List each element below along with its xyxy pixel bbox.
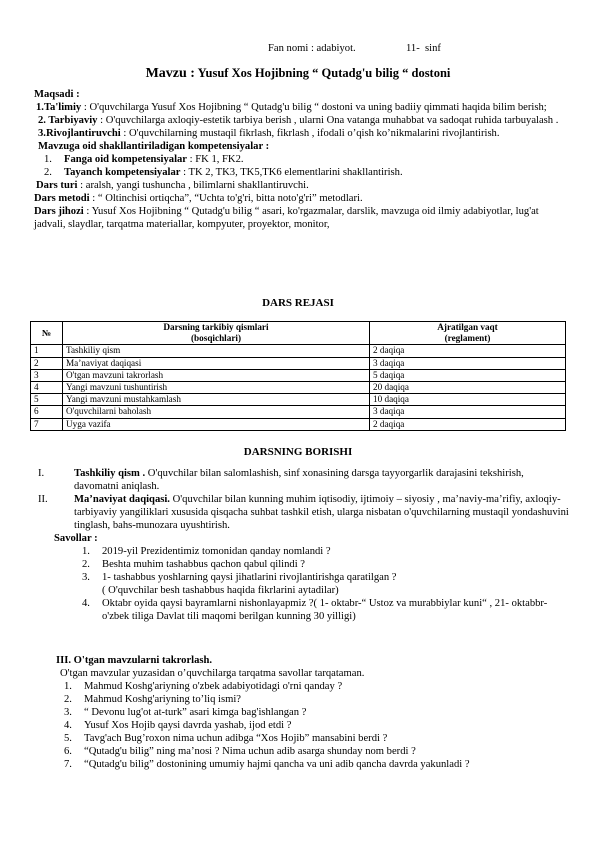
tarbiyaviy-label: 2. Tarbiyaviy: [38, 115, 98, 126]
komp1-text: : FK 1, FK2.: [187, 154, 244, 165]
list-item: 2. Beshta muhim tashabbus qachon qabul qilindi ?: [82, 559, 306, 570]
header-time-sub: (reglament): [444, 333, 491, 344]
table-row: [31, 369, 566, 381]
row-part: Uyga vazifa: [63, 418, 370, 430]
row-num: 2: [31, 357, 63, 369]
grade-label: 11- sinf: [406, 43, 441, 54]
savollar-list: [56, 545, 571, 623]
section-1-para: [38, 467, 571, 493]
rejasi-title: DARS REJASI: [262, 297, 334, 309]
takror-text: “Qutadg'u bilig” ning ma’nosi ? Nima uchun adib asarga shunday nom berdi ?: [84, 746, 416, 757]
maqsad-label: Maqsadi :: [34, 89, 80, 100]
takror-text: “Qutadg'u bilig” dostonining umumiy hajmi qancha va uni adib qancha davrda yakunladi ?: [84, 759, 470, 770]
row-part: Ma’naviyat daqiqasi: [63, 357, 370, 369]
talimiy-para: [34, 101, 564, 114]
komp1-label: Fanga oid kompetensiyalar: [64, 154, 188, 165]
intro-block: [34, 88, 564, 231]
metod-label: Dars metodi: [34, 193, 90, 204]
row-num: 4: [31, 382, 63, 394]
header-time-label: Ajratilgan vaqt: [437, 322, 498, 332]
savol-text: 2019-yil Prezidentimiz tomonidan qanday nomlandi ?: [102, 546, 331, 557]
takror-text: Yusuf Xos Hojib qaysi davrda yashab, ijod etdi ?: [84, 720, 292, 731]
komp2-para: 2. Tayanch kompetensiyalar : TK 2, TK3, TK5,TK6 elementlarini shakllantirish.: [44, 167, 403, 178]
table-row: [31, 382, 566, 394]
row-num: 6: [31, 406, 63, 418]
talimiy-label: 1.Ta'limiy: [36, 102, 82, 113]
savol-text: 1- tashabbus yoshlarning qaysi jihatlarini rivojlantirishga qaratilgan ?: [102, 572, 397, 583]
savol-text: Oktabr oyida qaysi bayramlarni nishonlayapmiz ?( 1- oktabr-“ Ustoz va murabbiylar kuni“ , 21- oktabbr- o'zbek tiliga Davlat tili maqomi berilgan kunning 30 yilligi): [102, 598, 548, 622]
title-prefix: Mavzu :: [145, 66, 195, 81]
table-row: [31, 345, 566, 357]
tarbiyaviy-para: [34, 114, 564, 127]
row-time: 5 daqiqa: [370, 369, 566, 381]
title-topic: Yusuf Xos Hojibning “ Qutadg'u bilig “ dostoni: [197, 66, 451, 80]
row-time: 20 daqiqa: [370, 382, 566, 394]
page-title: [0, 67, 596, 80]
list-item: 4. Oktabr oyida qaysi bayramlarni nishonlayapmiz ?( 1- oktabr-“ Ustoz va murabbiylar kuni“ , 21- oktabbr- o'zbek tiliga Davlat tili maqomi berilgan kunning 30 yilligi): [82, 598, 548, 622]
section-2-num: II.: [38, 494, 48, 505]
subject-label: Fan nomi : adabiyot.: [268, 43, 356, 54]
takror-text: Tavg'ach Bug’roxon nima uchun adibga “Xos Hojib” mansabini berdi ?: [84, 733, 388, 744]
komp2-label: Tayanch kompetensiyalar: [64, 167, 181, 178]
row-part: Yangi mavzuni mustahkamlash: [63, 394, 370, 406]
row-num: 1: [31, 345, 63, 357]
list-item: 3. 1- tashabbus yoshlarning qaysi jihatlarini rivojlantirishga qaratilgan ?: [82, 572, 397, 583]
table-row: [31, 394, 566, 406]
header-line: [268, 42, 441, 55]
section-3-text: O'tgan mavzular yuzasidan o’quvchilarga tarqatma savollar tarqataman.: [60, 668, 365, 679]
turi-text: : aralsh, yangi tushuncha , bilimlarni shakllantiruvchi.: [77, 180, 309, 191]
savollar-label: Savollar :: [54, 533, 98, 544]
takror-text: Mahmud Koshg'ariyning to’liq ismi?: [84, 694, 241, 705]
metod-text: : “ Oltinchisi ortiqcha”, “Uchta to'g'ri, bitta noto'g'ri” metodlari.: [89, 193, 363, 204]
row-time: 10 daqiqa: [370, 394, 566, 406]
takror-text: “ Devonu lug'ot at-turk” asari kimga bag'ishlangan ?: [84, 707, 307, 718]
section-1-text: O'quvchilar bilan salomlashish, sinf xonasining darsga tayyorgarlik darajasini tekshirish, davomatni aniqlash.: [74, 468, 524, 492]
section-2-para: [38, 493, 571, 532]
header-parts-label: Darsning tarkibiy qismlari: [163, 322, 269, 332]
savol-text: Beshta muhim tashabbus qachon qabul qilindi ?: [102, 559, 306, 570]
row-time: 2 daqiqa: [370, 345, 566, 357]
tarbiyaviy-text: : O'quvchilarga axloqiy-estetik tarbiya berish , ularni Ona vatanga muhabbat va sadoqat ruhida tarbuyalash .: [97, 115, 559, 126]
section-2-label: Ma’naviyat daqiqasi.: [74, 494, 170, 505]
section-3: [56, 654, 571, 771]
row-num: 7: [31, 418, 63, 430]
row-num: 3: [31, 369, 63, 381]
row-time: 3 daqiqa: [370, 406, 566, 418]
borishi-title: DARSNING BORISHI: [243, 446, 353, 458]
rivoj-label: 3.Rivojlantiruvchi: [38, 128, 121, 139]
list-item: 3. “ Devonu lug'ot at-turk” asari kimga bag'ishlangan ?: [64, 707, 307, 718]
jihoz-label: Dars jihozi: [34, 206, 84, 217]
table-row: [31, 406, 566, 418]
row-part: O'tgan mavzuni takrorlash: [63, 369, 370, 381]
header-parts-sub: (bosqichlari): [190, 333, 242, 344]
row-part: Tashkiliy qism: [63, 345, 370, 357]
section-1-num: I.: [38, 468, 45, 479]
turi-label: Dars turi: [36, 180, 78, 191]
table-row: [31, 418, 566, 430]
rivoj-text: : O'quvchilarning mustaqil fikrlash, fikrlash , ifodali o’qish ko’nikmalarini rivojlantirish.: [120, 128, 500, 139]
row-part: O'quvchilarni baholash: [63, 406, 370, 418]
row-time: 2 daqiqa: [370, 418, 566, 430]
rivoj-para: [34, 127, 564, 140]
takror-text: Mahmud Koshg'ariyning o'zbek adabiyotidagi o'rni qanday ?: [84, 681, 343, 692]
talimiy-text: : O'quvchilarga Yusuf Xos Hojibning “ Qutadg'u bilig “ dostoni va uning badiiy qimmati haqida bilim berish;: [81, 102, 547, 113]
turi-para: [34, 179, 564, 192]
header-parts: [63, 322, 370, 345]
list-item: 6. “Qutadg'u bilig” ning ma’nosi ? Nima uchun adib asarga shunday nom berdi ?: [64, 746, 416, 757]
jihoz-para: [34, 205, 564, 231]
section-2-text: O'quvchilar bilan kunning muhim iqtisodiy, ijtimoiy – siyosiy , ma’naviy-ma’rifiy, axloqiy-tarbiyaviy yangiliklari xususida qisqacha suhbat tashkil etish, ularga nisbatan o'quvchilarning mustaqil yondashuvini tinglash, bahs-munozara uyushtirish.: [74, 494, 569, 531]
table-row: [31, 357, 566, 369]
list-item: 1. Mahmud Koshg'ariyning o'zbek adabiyotidagi o'rni qanday ?: [64, 681, 343, 692]
row-time: 3 daqiqa: [370, 357, 566, 369]
list-item: 2. Mahmud Koshg'ariyning to’liq ismi?: [64, 694, 241, 705]
row-part: Yangi mavzuni tushuntirish: [63, 382, 370, 394]
plan-table: [30, 321, 566, 431]
kompetensiya-heading: Mavzuga oid shakllantiriladigan kompetensiyalar :: [38, 141, 270, 152]
section-1: [38, 467, 571, 623]
komp1-para: 1. Fanga oid kompetensiyalar : FK 1, FK2.: [44, 154, 244, 165]
takror-list: [56, 680, 571, 771]
row-num: 5: [31, 394, 63, 406]
section-3-label: III. O'tgan mavzularni takrorlash.: [56, 655, 213, 666]
metod-para: [34, 192, 564, 205]
header-time: [370, 322, 566, 345]
table-header-row: [31, 322, 566, 345]
jihoz-text: : Yusuf Xos Hojibning “ Qutadg'u bilig “ asari, ko'rgazmalar, darslik, mavzuga oid ilmiy adabiyotlar, lug'at jadvali, slaydlar, tarqatma materiallar, kompyuter, proyektor, monitor,: [34, 206, 539, 230]
section-1-label: Tashkiliy qism .: [74, 468, 146, 479]
list-item: 5. Tavg'ach Bug’roxon nima uchun adibga “Xos Hojib” mansabini berdi ?: [64, 733, 388, 744]
list-item: 1. 2019-yil Prezidentimiz tomonidan qanday nomlandi ?: [82, 546, 331, 557]
list-item: 4. Yusuf Xos Hojib qaysi davrda yashab, ijod etdi ?: [64, 720, 292, 731]
komp2-text: : TK 2, TK3, TK5,TK6 elementlarini shakllantirish.: [180, 167, 403, 178]
savol-3-sub: ( O'quvchilar besh tashabbus haqida fikrlarini aytadilar): [102, 585, 339, 596]
list-item: 7. “Qutadg'u bilig” dostonining umumiy hajmi qancha va uni adib qancha davrda yakunladi ?: [64, 759, 470, 770]
header-num: №: [31, 322, 63, 345]
